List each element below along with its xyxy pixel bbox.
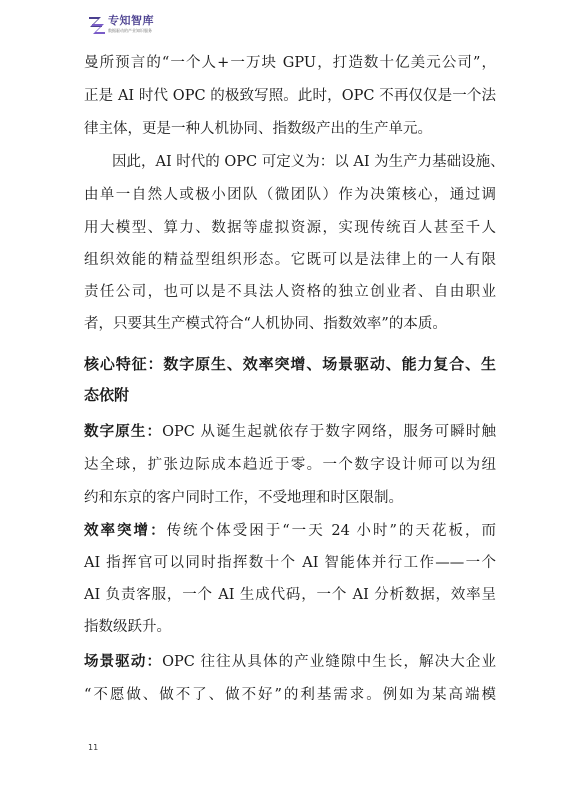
paragraph-line: 场景驱动：OPC 往往从具体的产业缝隙中生长，解决大企业 — [84, 654, 496, 670]
feature-label: 效率突增： — [84, 523, 167, 539]
paragraph-line: AI 指挥官可以同时指挥数十个 AI 智能体并行工作——一个 — [84, 555, 496, 571]
section-heading: 态依附 — [84, 386, 130, 404]
paragraph-line: 指数级跃升。 — [84, 619, 171, 635]
section-heading: 核心特征：数字原生、效率突增、场景驱动、能力复合、生 — [84, 355, 496, 373]
paragraph-line: 数字原生：OPC 从诞生起就依存于数字网络，服务可瞬时触 — [84, 424, 496, 440]
paragraph-line: AI 负责客服，一个 AI 生成代码，一个 AI 分析数据，效率呈 — [84, 587, 496, 603]
paragraph-line: 因此，AI 时代的 OPC 可定义为：以 AI 为生产力基础设施、 — [112, 154, 505, 170]
paragraph-line: 达全球，扩张边际成本趋近于零。一个数字设计师可以为纽 — [84, 457, 496, 473]
paragraph-line: 曼所预言的“一个人+一万块 GPU，打造数十亿美元公司”， — [84, 55, 496, 71]
brand-name: 专知智库 — [108, 14, 154, 27]
page-number: 11 — [88, 743, 99, 752]
paragraph-line: 律主体，更是一种人机协同、指数级产出的生产单元。 — [84, 121, 432, 137]
paragraph-line: 约和东京的客户同时工作，不受地理和时区限制。 — [84, 490, 403, 506]
feature-label: 数字原生： — [84, 424, 163, 440]
paragraph-line: 责任公司，也可以是不具法人资格的独立创业者、自由职业 — [84, 284, 496, 300]
paragraph-line: 用大模型、算力、数据等虚拟资源，实现传统百人甚至千人 — [84, 220, 496, 236]
zz-logo-icon — [88, 14, 106, 36]
paragraph-line: 者，只要其生产模式符合“人机协同、指数效率”的本质。 — [84, 316, 447, 332]
brand-tagline: 数据驱动的产业知识服务 — [108, 28, 152, 33]
page-header — [88, 14, 154, 36]
paragraph-line: 由单一自然人或极小团队（微团队）作为决策核心，通过调 — [84, 187, 496, 203]
paragraph-line: 正是 AI 时代 OPC 的极致写照。此时，OPC 不再仅仅是一个法 — [84, 88, 496, 104]
paragraph-line: “不愿做、做不了、做不好”的利基需求。例如为某高端模 — [84, 687, 496, 703]
paragraph-line: 效率突增：传统个体受困于“一天 24 小时”的天花板，而 — [84, 523, 497, 539]
feature-label: 场景驱动： — [84, 654, 163, 670]
paragraph-line: 组织效能的精益型组织形态。它既可以是法律上的一人有限 — [84, 252, 496, 268]
